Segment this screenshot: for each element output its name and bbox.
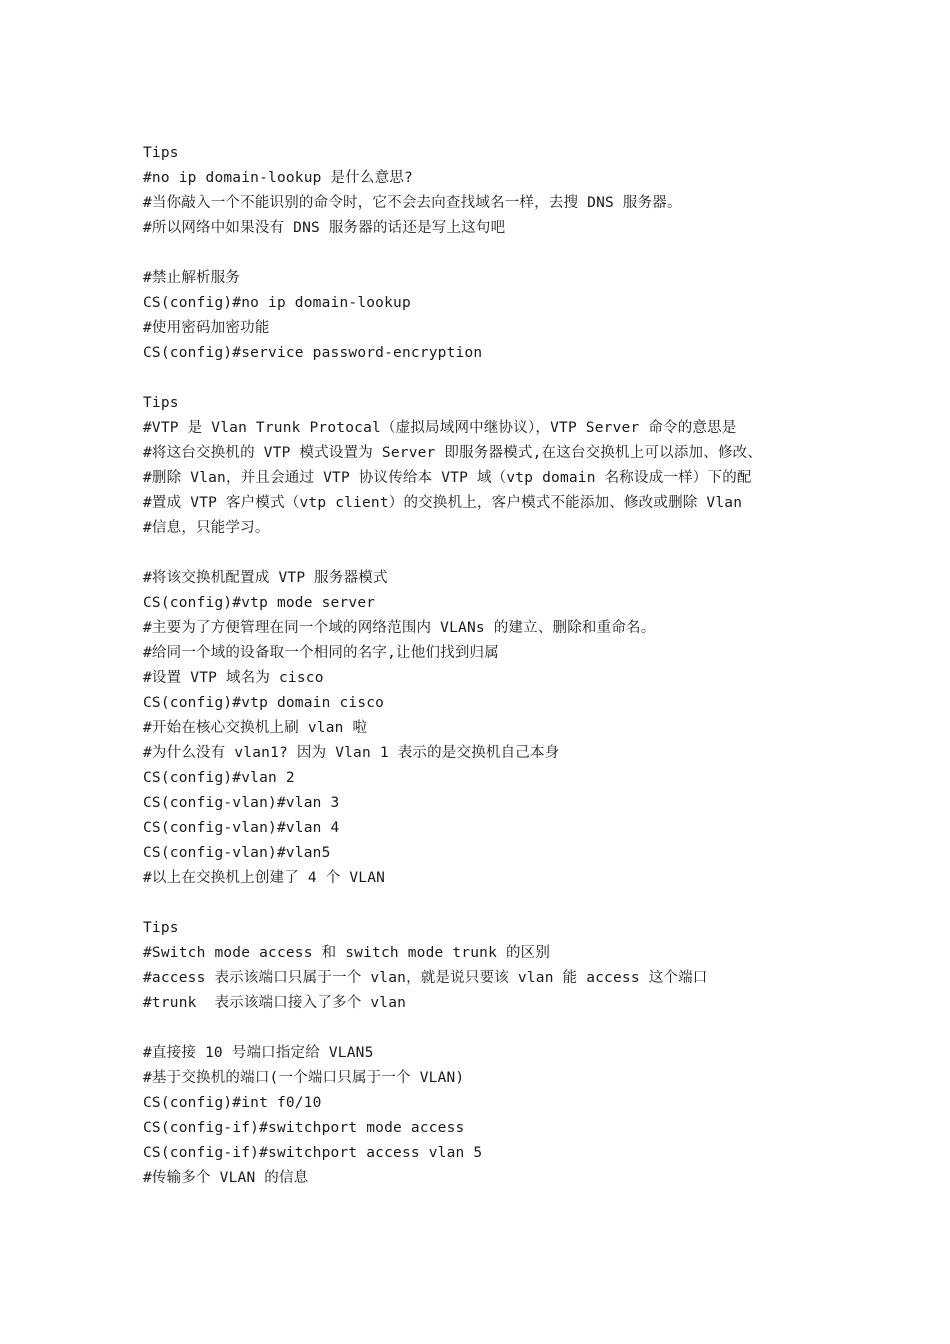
command-line: CS(config)#service password-encryption: [143, 345, 483, 361]
text-line: #设置 VTP 域名为 cisco: [143, 670, 324, 686]
text-line: #将该交换机配置成 VTP 服务器模式: [143, 570, 388, 586]
text-line: Tips: [143, 145, 179, 161]
command-line: CS(config)#vlan 2: [143, 770, 295, 786]
text-line: #使用密码加密功能: [143, 320, 270, 336]
paragraph-spacer: [143, 1016, 843, 1041]
document-body: [143, 141, 843, 1191]
text-line: #access 表示该端口只属于一个 vlan，就是说只要该 vlan 能 access 这个端口: [143, 970, 708, 986]
text-line: #trunk 表示该端口接入了多个 vlan: [143, 995, 407, 1011]
paragraph-spacer: [143, 541, 843, 566]
config-section-port-assignment: [143, 1041, 843, 1191]
text-line: Tips: [143, 395, 179, 411]
text-line: #当你敲入一个不能识别的命令时，它不会去向查找域名一样，去搜 DNS 服务器。: [143, 195, 682, 211]
command-line: CS(config)#no ip domain-lookup: [143, 295, 411, 311]
command-line: CS(config)#vtp domain cisco: [143, 695, 385, 711]
text-line: #为什么没有 vlan1? 因为 Vlan 1 表示的是交换机自己本身: [143, 745, 560, 761]
text-line: #no ip domain-lookup 是什么意思?: [143, 170, 413, 186]
paragraph-spacer: [143, 366, 843, 391]
text-line: #所以网络中如果没有 DNS 服务器的话还是写上这句吧: [143, 220, 506, 236]
text-line: #禁止解析服务: [143, 270, 241, 286]
text-line: #置成 VTP 客户模式（vtp client）的交换机上，客户模式不能添加、修改或删除 Vlan: [143, 495, 743, 511]
tips-section-vtp: [143, 391, 843, 541]
tips-section-domain-lookup: [143, 141, 843, 241]
command-line: CS(config)#int f0/10: [143, 1095, 322, 1111]
text-line: #传输多个 VLAN 的信息: [143, 1170, 309, 1186]
text-line: #删除 Vlan，并且会通过 VTP 协议传给本 VTP 域（vtp domain 名称设成一样）下的配: [143, 470, 752, 486]
text-line: #信息，只能学习。: [143, 520, 270, 536]
text-line: #给同一个域的设备取一个相同的名字,让他们找到归属: [143, 645, 499, 661]
command-line: CS(config-vlan)#vlan 4: [143, 820, 340, 836]
text-line: #VTP 是 Vlan Trunk Protocal（虚拟局域网中继协议），VTP Server 命令的意思是: [143, 420, 737, 436]
config-section-vtp-vlans: [143, 566, 843, 891]
command-line: CS(config-vlan)#vlan5: [143, 845, 331, 861]
paragraph-spacer: [143, 241, 843, 266]
paragraph-spacer: [143, 891, 843, 916]
text-line: #Switch mode access 和 switch mode trunk 的区别: [143, 945, 551, 961]
text-line: #直接接 10 号端口指定给 VLAN5: [143, 1045, 374, 1061]
text-line: #基于交换机的端口(一个端口只属于一个 VLAN): [143, 1070, 465, 1086]
tips-section-access-trunk: [143, 916, 843, 1016]
config-section-basic: [143, 266, 843, 366]
command-line: CS(config)#vtp mode server: [143, 595, 376, 611]
text-line: Tips: [143, 920, 179, 936]
text-line: #将这台交换机的 VTP 模式设置为 Server 即服务器模式,在这台交换机上可以添加、修改、: [143, 445, 763, 461]
command-line: CS(config-vlan)#vlan 3: [143, 795, 340, 811]
text-line: #开始在核心交换机上刷 vlan 啦: [143, 720, 368, 736]
command-line: CS(config-if)#switchport access vlan 5: [143, 1145, 483, 1161]
command-line: CS(config-if)#switchport mode access: [143, 1120, 465, 1136]
text-line: #以上在交换机上创建了 4 个 VLAN: [143, 870, 386, 886]
text-line: #主要为了方便管理在同一个域的网络范围内 VLANs 的建立、删除和重命名。: [143, 620, 656, 636]
